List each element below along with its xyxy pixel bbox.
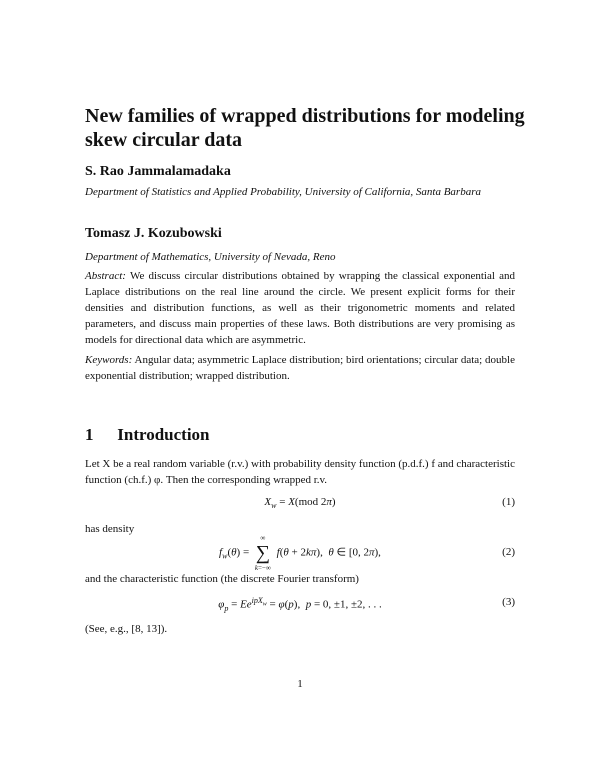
equation-2 [85, 533, 515, 573]
text-chf: and the characteristic function (the discrete Fourier transform) [85, 573, 359, 585]
equation-number: (2) [502, 546, 515, 558]
paper-title: New families of wrapped distributions for modeling skew circular data [85, 105, 525, 151]
abstract-text: We discuss circular distributions obtained by wrapping the classical exponential and Laplace distributions on the real line around the circle. We present explicit forms for their densities and distribution functions, as well as their trigonometric moments and related parameters, and discuss main properties of these laws. Both distributions are very promising as models for directional data which are asymmetric. [85, 270, 515, 346]
equation-1 [85, 496, 515, 514]
abstract [85, 268, 515, 348]
keywords [85, 352, 515, 384]
equation-number: (3) [502, 596, 515, 608]
equation-3 [85, 596, 515, 614]
page-number: 1 [297, 678, 303, 690]
summation-symbol: ∞ ∑ k=−∞ [254, 534, 271, 572]
author-affiliation: Department of Statistics and Applied Probability, University of California, Santa Barbara [85, 186, 481, 198]
equation-body: $\varphi_p = Ee^{ipX_w} = \varphi(p)$, p = 0, ±1, ±2, . . . [218, 596, 382, 613]
intro-paragraph: Let X be a real random variable (r.v.) with probability density function (p.d.f.) f and characteristic function (ch.f.) φ. Then the corresponding wrapped r.v. [85, 458, 515, 486]
equation-body: $f_w(\theta)$ = ∞ ∑ k=−∞ f(θ + 2kπ), θ ∈ [0, 2π), [219, 534, 381, 572]
section-number: 1 [85, 425, 94, 444]
author-name: Tomasz J. Kozubowski [85, 226, 222, 241]
equation-body: $X_w = X(mod$ 2π) [264, 496, 336, 511]
section-heading [85, 425, 210, 445]
section-title: Introduction [117, 425, 210, 444]
equation-number: (1) [502, 496, 515, 508]
keywords-label: Keywords: [85, 354, 133, 366]
author-affiliation: Department of Mathematics, University of Nevada, Reno [85, 251, 336, 263]
text-see-references: (See, e.g., [8, 13]). [85, 623, 168, 635]
author-name: S. Rao Jammalamadaka [85, 164, 231, 179]
abstract-label: Abstract: [85, 270, 126, 282]
keywords-text: Angular data; asymmetric Laplace distribution; bird orientations; circular data; double exponential distribution; wrapped distribution. [85, 354, 515, 382]
text-has-density: has density [85, 523, 135, 535]
